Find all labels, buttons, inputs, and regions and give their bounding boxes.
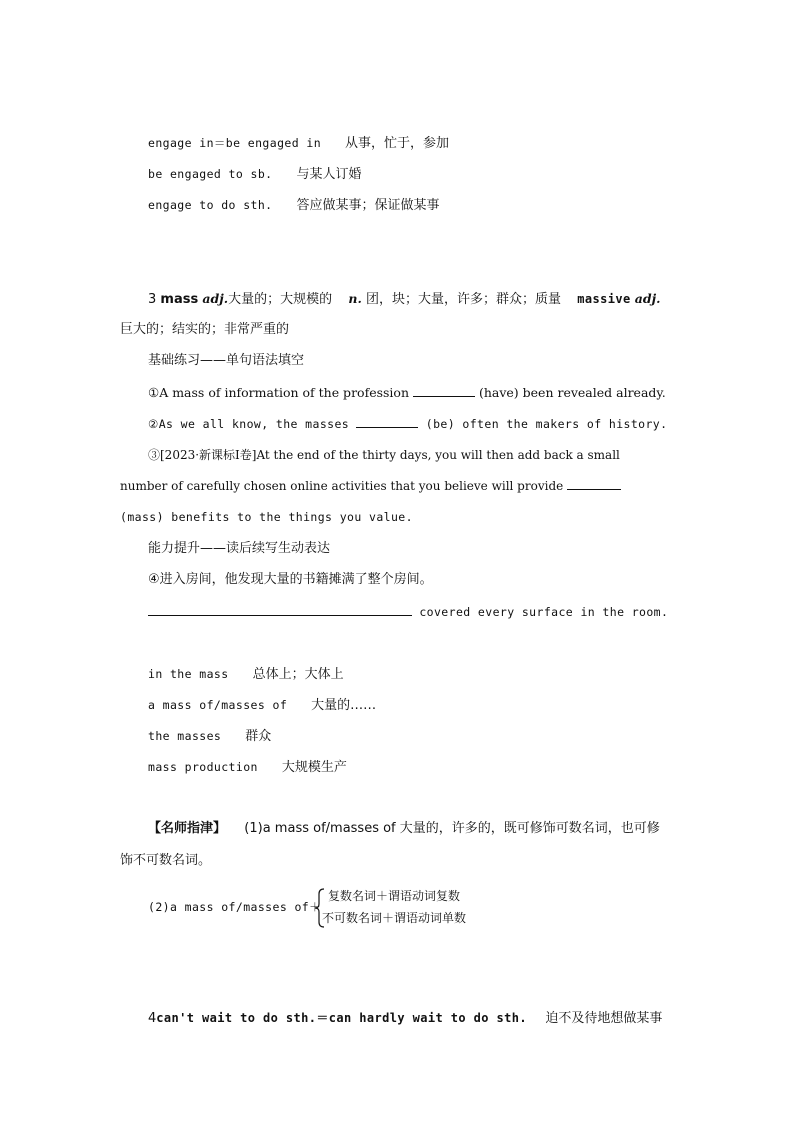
item-4 (148, 1009, 662, 1028)
phrase-en: mass production (148, 760, 258, 774)
phrase-item (148, 758, 347, 777)
tip-text: (1)a mass of/masses of 大量的，许多的，既可修饰可数名词，也可修 (244, 821, 660, 836)
part-of-speech: n. (348, 291, 362, 306)
engage-line-1 (148, 134, 449, 153)
phrase-en: in the mass (148, 667, 229, 681)
phrase-item (148, 665, 344, 684)
answer-blank[interactable] (356, 426, 418, 428)
tip-label: 【名师指津】 (148, 821, 227, 836)
definition: 迫不及待地想做某事 (545, 1011, 663, 1026)
phrase-item (148, 727, 271, 746)
question-4-prompt: ④进入房间，他发现大量的书籍摊满了整个房间。 (148, 572, 433, 587)
question-1 (148, 384, 666, 402)
mass-heading-cont (120, 321, 289, 339)
question-text: (have) been revealed already. (478, 385, 666, 400)
tip-line-2: 饰不可数名词。 (120, 853, 212, 868)
question-text: ②As we all know, the masses (148, 417, 350, 431)
item-number: 3 (148, 292, 157, 307)
section-title-basic: 基础练习——单句语法填空 (148, 353, 305, 368)
definition: 大量的；大规模的 (228, 292, 333, 307)
tip-line-1 (148, 820, 660, 838)
question-text: ①A mass of information of the profession (148, 385, 409, 400)
phrase-cn: 大量的…… (311, 698, 377, 713)
mass-heading (148, 290, 661, 309)
phrase-en: be engaged to sb. (148, 167, 273, 181)
headword: massive (577, 292, 631, 306)
phrase-cn: 总体上；大体上 (252, 667, 344, 682)
phrase-cn: 大规模生产 (281, 760, 347, 775)
headword: mass (160, 292, 199, 307)
phrase-en: engage to do sth. (148, 198, 273, 212)
question-text: number of carefully chosen online activities that you believe will provide (120, 479, 564, 493)
tip-rule-uncountable: 不可数名词＋谓语动词单数 (322, 911, 467, 925)
phrase-item (148, 696, 376, 715)
engage-line-2 (148, 165, 362, 184)
question-2 (148, 415, 667, 433)
question-text: (be) often the makers of history. (425, 417, 668, 431)
section-title-advanced: 能力提升——读后续写生动表达 (148, 541, 331, 556)
definition: 巨大的；结实的；非常严重的 (120, 322, 290, 337)
engage-line-3 (148, 196, 440, 215)
question-text: covered every surface in the room. (419, 605, 669, 619)
headword: can't wait to do sth.＝can hardly wait to do sth. (156, 1011, 528, 1025)
phrase-en: the masses (148, 729, 222, 743)
question-3-line-3: (mass) benefits to the things you value. (120, 510, 413, 524)
item-number: 4 (148, 1011, 157, 1026)
phrase-cn: 群众 (245, 729, 272, 744)
question-3-line-1: ③[2023·新课标Ⅰ卷]At the end of the thirty days, you will then add back a small (148, 448, 620, 462)
question-3-line-2 (120, 477, 621, 495)
phrase-cn: 答应做某事；保证做某事 (296, 198, 440, 213)
phrase-cn: 从事，忙于，参加 (345, 136, 450, 151)
phrase-en: a mass of/masses of (148, 698, 288, 712)
phrase-cn: 与某人订婚 (296, 167, 362, 182)
question-4-answer (148, 603, 668, 621)
answer-blank[interactable] (148, 614, 412, 616)
tip-rule-countable: 复数名词＋谓语动词复数 (328, 889, 461, 903)
part-of-speech: adj. (634, 291, 661, 306)
phrase-en: engage in＝be engaged in (148, 136, 322, 150)
answer-blank[interactable] (567, 488, 621, 490)
part-of-speech: adj. (202, 291, 229, 306)
tip-rule-lead: (2)a mass of/masses of＋ (148, 900, 322, 914)
answer-blank[interactable] (413, 395, 475, 397)
definition: 团，块；大量，许多；群众；质量 (365, 292, 561, 307)
